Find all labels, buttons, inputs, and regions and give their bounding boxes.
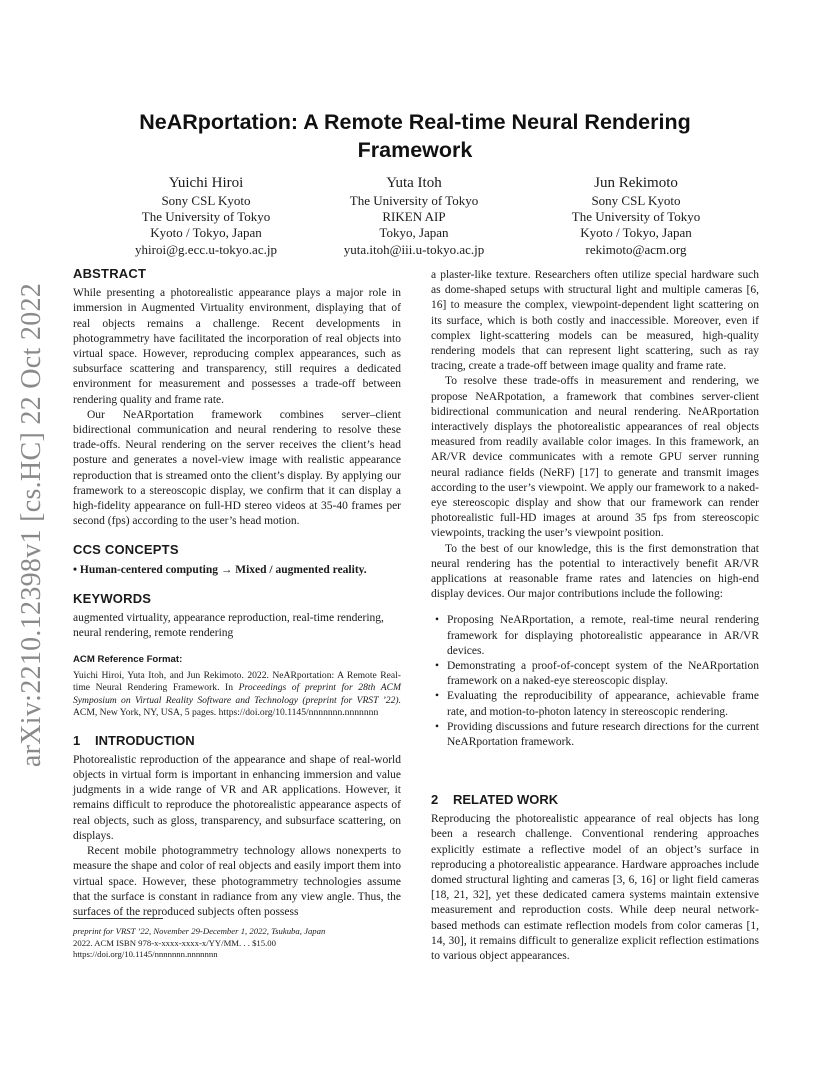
author-block (506, 174, 766, 258)
author-affiliation: The University of Tokyo (141, 209, 271, 225)
author-block (284, 174, 544, 258)
abstract-heading: ABSTRACT (73, 266, 147, 281)
author-email: yhiroi@g.ecc.u-tokyo.ac.jp (135, 241, 277, 257)
right-column (431, 268, 759, 750)
intro-paragraph: To resolve these trade-offs in measurement and rendering, we propose NeARpotation, a framework that combines server-client bidirectional communication and neural rendering. NeARportation interactively displays the photorealistic appearances of real objects measured from readily available color images. In this framework, an AR/VR device communicates with a remote GPU server running neural radiance fields (NeRF) [17] to generate and transmit images according to the user’s viewpoint. We apply our framework to a naked-eye stereoscopic display and show that our framework can render photorealistic full-HD images at around 35 fps from stereoscopic viewpoints, tracking the user’s viewpoint position. (431, 375, 759, 540)
acm-reference-heading: ACM Reference Format: (73, 654, 183, 666)
footnote-isbn: 2022. ACM ISBN 978-x-xxxx-xxxx-x/YY/MM. . . $15.00 (73, 937, 276, 948)
author-name: Yuichi Hiroi (168, 175, 244, 191)
author-email: yuta.itoh@iii.u-tokyo.ac.jp (343, 241, 485, 257)
list-item: • Evaluating the reproducibility of appearance, achievable frame rate, and motion-to-photon latency in stereoscopic rendering. (447, 689, 759, 719)
author-affiliation: Sony CSL Kyoto (161, 193, 251, 208)
intro-heading: 1 INTRODUCTION (73, 732, 195, 748)
abstract-paragraph: While presenting a photorealistic appearance plays a major role in immersion in Augmented Virtuality environment, displaying that of real objects remains a challenge. Recent developments in photogrammetry have facilitated the incorporation of real objects into virtual space. However, reproducing complex appearances, such as subsurface scattering and transparency, still requires a dedicated environment for measurement and possesses a trade-off between rendering quality and frame rate. (73, 287, 401, 406)
author-email: rekimoto@acm.org (585, 241, 687, 257)
keywords-text: augmented virtuality, appearance reproduction, real-time rendering, neural rendering, remote rendering (73, 612, 384, 640)
author-location: Kyoto / Tokyo, Japan (150, 225, 262, 241)
footnote (73, 926, 403, 961)
author-affiliation: The University of Tokyo (571, 209, 701, 225)
ccs-heading: CCS CONCEPTS (73, 542, 179, 558)
footnote-doi: https://doi.org/10.1145/nnnnnnn.nnnnnnn (73, 949, 218, 960)
abstract-paragraph: Our NeARportation framework combines server–client bidirectional communication and neural rendering to resolve these trade-offs. Neural rendering on the server receives the client’s head posture and generates a novel-view image with realistic appearance reproduction that is streamed onto the client’s display. By applying our framework to a stereoscopic display, we confirm that it can display a high-fidelity appearance on full-HD stereo videos at 35-40 frames per second (fps) according to the user’s head motion. (73, 408, 401, 528)
author-name: Yuta Itoh (386, 175, 442, 191)
author-location: Kyoto / Tokyo, Japan (580, 225, 692, 241)
list-item: • Providing discussions and future research directions for the current NeARportation framework. (447, 720, 759, 750)
author-affiliation: Sony CSL Kyoto (591, 193, 681, 208)
author-location: Tokyo, Japan (379, 225, 449, 241)
author-affiliation: RIKEN AIP (382, 209, 446, 225)
footnote-rule (73, 918, 163, 919)
intro-paragraph: Photorealistic reproduction of the appearance and shape of real-world objects in virtual form is important in enhancing immersion and value judgments in a wide range of VR and AR applications. However, it remains difficult to reproduce the photorealistic appearance aspects of real objects, such as gloss, transparency, and subsurface scattering, on displays. (73, 753, 401, 842)
related-work-heading: 2 RELATED WORK (431, 792, 559, 807)
keywords-heading: KEYWORDS (73, 590, 152, 606)
acm-reference-text: Yuichi Hiroi, Yuta Itoh, and Jun Rekimoto. 2022. NeARportation: A Remote Real-time Neural Rendering Framework. In Proceedings of preprint for 28th ACM Symposium on Virtual Reality Software and Technology (preprint for VRST ’22). ACM, New York, NY, USA, 5 pages. https://doi.org/10.1145/nnnnnnn.nnnnnnn (73, 669, 401, 719)
left-column (73, 266, 401, 920)
list-item: • Demonstrating a proof-of-concept system of the NeARportation framework on a naked-eye stereoscopic display. (447, 659, 759, 689)
contributions-list (431, 613, 759, 750)
footnote-venue: preprint for VRST ’22, November 29-December 1, 2022, Tsukuba, Japan (73, 926, 326, 936)
related-work-paragraph: Reproducing the photorealistic appearance of real objects has long been a research challenge. Conventional rendering approaches explicitly estimate a reflective model of an object’s surface in reproducing a photorealistic appearance. Hardware approaches include domed structural lighting and cameras [3, 6, 16] or light field cameras [18, 21, 32], yet these dedicated camera systems maintain extensive measurement and reproduction costs. While deep neural network-based methods can estimate reflection models from color cameras [1, 14, 30], it remains difficult to generalize explicit reflection estimations to various object appearances. (431, 813, 759, 963)
list-item: • Proposing NeARportation, a remote, real-time neural rendering framework for displaying photorealistic appearance in AR/VR devices. (447, 613, 759, 659)
ccs-concepts: • Human-centered computing → Mixed / augmented reality. (73, 563, 367, 576)
author-name: Jun Rekimoto (594, 175, 678, 191)
author-affiliation: The University of Tokyo (349, 193, 479, 208)
intro-paragraph: Recent mobile photogrammetry technology allows nonexperts to measure the shape and color of real objects and easily import them into virtual space. However, these photogrammetry technologies assume that the surface is constant in radiance from any view angle. Thus, the surfaces of the reproduced subjects often possess (73, 845, 401, 918)
intro-paragraph: To the best of our knowledge, this is the first demonstration that neural rendering has the potential to interactively benefit AR/VR applications at reasonable frame rates and latencies on high-end display devices. Our major contributions include the following: (431, 542, 759, 601)
intro-paragraph: a plaster-like texture. Researchers often utilize special hardware such as dome-shaped setups with structural light and multiple cameras [6, 16] to measure the complex, viewpoint-dependent light scattering on its surface, which is both costly and inaccessible. Moreover, even if complex light-scattering models can be measured, high-quality rendering models that can represent light scattering, such as ray tracing, create a trade-off between image quality and frame rate. (431, 269, 759, 373)
paper-title: NeARportation: A Remote Real-time Neural Rendering Framework (139, 110, 691, 162)
related-work-section (431, 792, 759, 964)
arxiv-stamp: arXiv:2210.12398v1 [cs.HC] 22 Oct 2022 (16, 282, 47, 768)
